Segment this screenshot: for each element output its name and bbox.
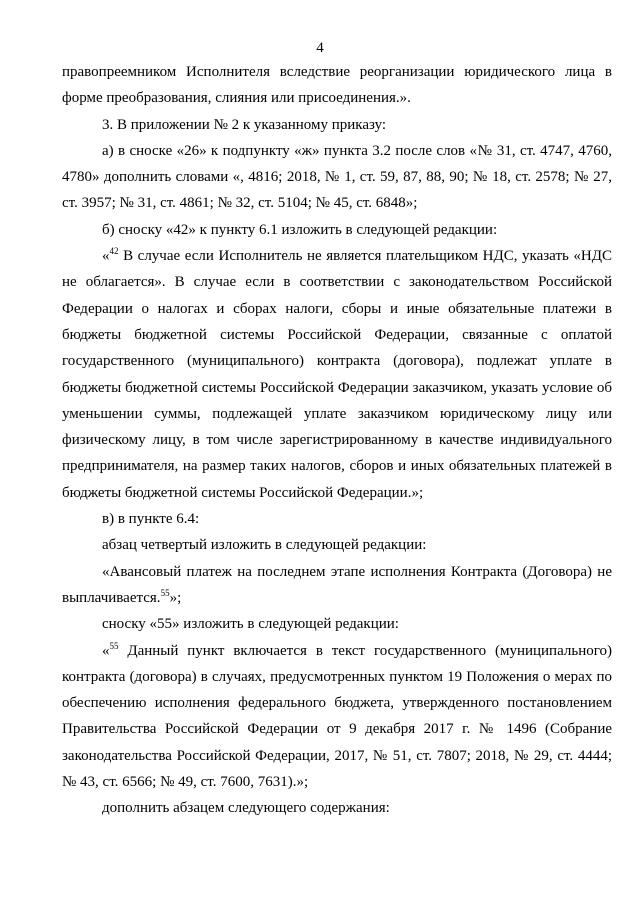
paragraph-appendix-heading [62,112,612,138]
paragraph-text: а) в сноске «26» к подпункту «ж» пункта 3.2 после слов «№ 31, ст. 4747, 4760, 4780» дополнить словами «, 4816; 2018, № 1, ст. 59, 87, 88, 90; № 18, ст. 2578; № 27, ст. 3957; № 31, ст. 4861; № 32, ст. 5104; № 45, ст. 6848»; [62,142,612,212]
quote-open: « [102,248,110,265]
paragraph-text: сноску «55» изложить в следующей редакции: [102,616,399,633]
footnote-marker-55: 55 [109,640,119,651]
footnote-marker-55: 55 [160,587,170,598]
paragraph-instruction-4th [62,532,612,558]
paragraph-text: правопреемником Исполнителя вследствие реорганизации юридического лица в форме преобразования, слияния или присоединения.». [62,64,612,107]
paragraph-text: «Авансовый платеж на последнем этапе исполнения Контракта (Договора) не выплачивается. [62,563,612,606]
paragraph-text: в) в пункте 6.4: [102,511,200,528]
paragraph-item-b [62,217,612,243]
quote-open: « [102,642,110,659]
paragraph-advance-payment [62,559,612,612]
page-number: 4 [316,40,324,56]
document-body [62,59,612,822]
paragraph-continuation [62,59,612,112]
paragraph-item-a [62,138,612,217]
paragraph-text: В случае если Исполнитель не является плательщиком НДС, указать «НДС не облагается». В случае если в соответствии с законодательством Российской Федерации о налогах и сборах налоги, сборы и иные обязательные платежи в бюджеты бюджетной системы Российской Федерации, связанные с оплатой государственного (муниципального) контракта (договора), подлежат уплате в бюджеты бюджетной системы Российской Федерации заказчиком, указать условие об уменьшении суммы, подлежащей уплате заказчиком юридическому лицу или физическому лицу, в том числе зарегистрированному в качестве индивидуального предпринимателя, на размер таких налогов, сборов и иных обязательных платежей в бюджеты бюджетной системы Российской Федерации.»; [62,248,612,501]
paragraph-text: Данный пункт включается в текст государственного (муниципального) контракта (договора) в случаях, предусмотренных пунктом 19 Положения о мерах по обеспечению исполнения федерального бюджета, утвержденного постановлением Правительства Российской Федерации от 9 декабря 2017 г. № 1496 (Собрание законодательства Российской Федерации, 2017, № 51, ст. 7807; 2018, № 29, ст. 4444; № 43, ст. 6566; № 49, ст. 7600, 7631).»; [62,642,612,791]
quote-close: »; [169,589,182,606]
paragraph-footnote-55 [62,638,612,796]
paragraph-footnote-42 [62,243,612,506]
paragraph-item-v [62,506,612,532]
paragraph-text: 3. В приложении № 2 к указанному приказу: [102,116,387,133]
paragraph-add-clause [62,795,612,821]
paragraph-instruction-55 [62,611,612,637]
paragraph-text: абзац четвертый изложить в следующей редакции: [102,537,427,554]
footnote-marker-42: 42 [109,246,119,257]
paragraph-text: б) сноску «42» к пункту 6.1 изложить в следующей редакции: [102,221,498,238]
paragraph-text: дополнить абзацем следующего содержания: [102,800,390,817]
